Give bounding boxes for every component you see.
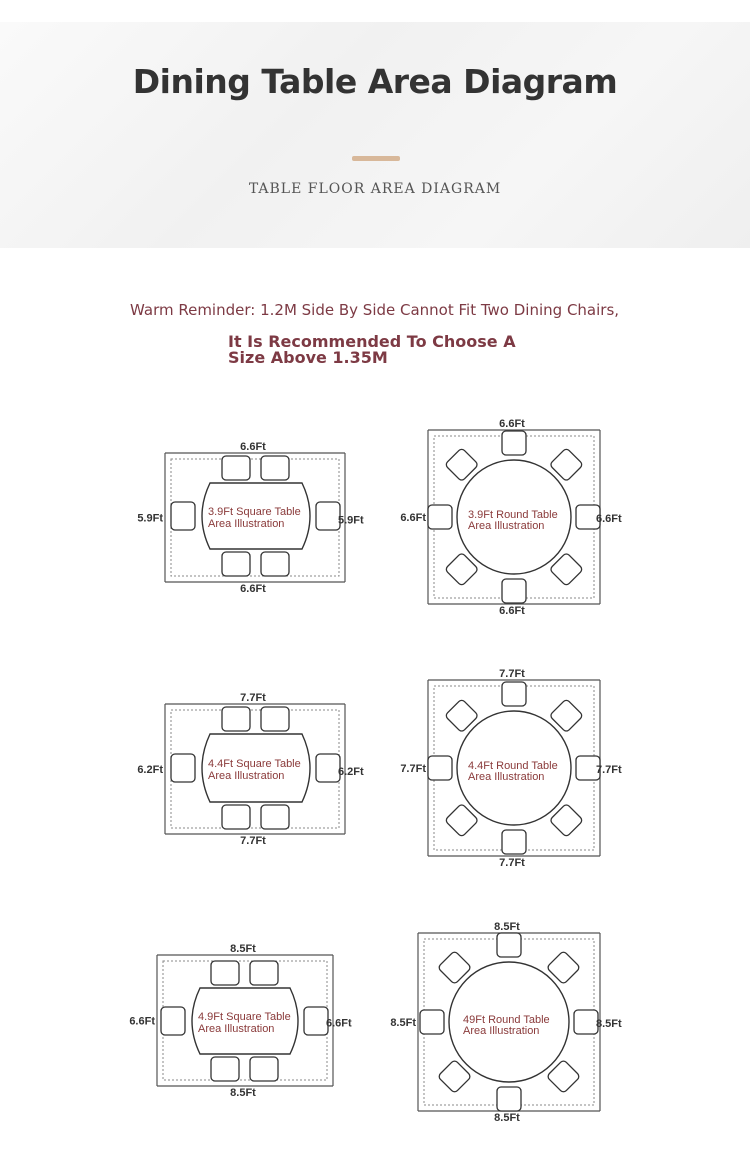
dimension-top: 8.5Ft <box>494 921 520 933</box>
table-label-caption: Area Illustration <box>463 1025 540 1037</box>
dimension-right: 6.2Ft <box>338 766 364 778</box>
chair <box>161 1007 185 1035</box>
dimension-right: 5.9Ft <box>338 514 364 527</box>
dimension-top: 6.6Ft <box>240 441 266 453</box>
dimension-top: 7.7Ft <box>240 692 266 704</box>
chair <box>428 756 452 780</box>
chair <box>502 682 526 706</box>
round-table-diagram-6 <box>390 921 622 1124</box>
chair <box>497 933 521 957</box>
chair <box>420 1010 444 1034</box>
square-table-diagram-1 <box>137 441 364 595</box>
round-table-diagram-2 <box>400 418 622 617</box>
chair <box>502 830 526 854</box>
dimension-top: 6.6Ft <box>499 418 525 430</box>
dimension-left: 8.5Ft <box>390 1017 416 1029</box>
chair <box>211 961 239 985</box>
table-label-title: 4.4Ft Round Table <box>468 760 558 772</box>
table-label-title: 3.9Ft Square Table <box>208 506 301 518</box>
dimension-bottom: 6.6Ft <box>240 583 266 595</box>
dimension-top: 8.5Ft <box>230 943 256 955</box>
round-table-diagram-4 <box>400 668 622 869</box>
chair <box>574 1010 598 1034</box>
reminder-line-3: Size Above 1.35M <box>228 348 388 367</box>
chair <box>171 754 195 782</box>
chair <box>316 502 340 530</box>
chair <box>261 456 289 480</box>
dimension-bottom: 8.5Ft <box>230 1087 256 1099</box>
reminder-line-2: It Is Recommended To Choose A <box>228 332 516 351</box>
page-title: Dining Table Area Diagram <box>132 62 618 101</box>
dimension-right: 6.6Ft <box>326 1017 352 1030</box>
dimension-bottom: 7.7Ft <box>240 835 266 847</box>
chair <box>502 431 526 455</box>
table-label-caption: Area Illustration <box>468 771 545 783</box>
table-label-caption: Area Illustration <box>208 770 285 782</box>
dimension-top: 7.7Ft <box>499 668 525 680</box>
chair <box>222 552 250 576</box>
dimension-bottom: 7.7Ft <box>499 857 525 869</box>
chair <box>171 502 195 530</box>
square-table-diagram-3 <box>137 692 364 847</box>
chair <box>261 552 289 576</box>
chair <box>222 456 250 480</box>
reminder-line-1: Warm Reminder: 1.2M Side By Side Cannot Fit Two Dining Chairs, <box>130 301 620 319</box>
chair <box>250 961 278 985</box>
dimension-left: 6.2Ft <box>137 764 163 776</box>
square-table-diagram-5 <box>129 943 352 1099</box>
dimension-left: 5.9Ft <box>137 512 163 525</box>
chair <box>261 707 289 731</box>
chair <box>211 1057 239 1081</box>
dimension-left: 6.6Ft <box>129 1015 155 1028</box>
dimension-left: 6.6Ft <box>400 512 426 524</box>
table-label-title: 4.9Ft Square Table <box>198 1011 291 1023</box>
table-label-caption: Area Illustration <box>468 520 545 532</box>
table-label-caption: Area Illustration <box>208 518 285 530</box>
chair <box>316 754 340 782</box>
dimension-right: 6.6Ft <box>596 513 622 525</box>
dimension-left: 7.7Ft <box>400 763 426 775</box>
page-subtitle: TABLE FLOOR AREA DIAGRAM <box>248 181 502 197</box>
chair <box>222 707 250 731</box>
table-label-title: 49Ft Round Table <box>463 1014 550 1026</box>
table-label-title: 4.4Ft Square Table <box>208 758 301 770</box>
table-label-caption: Area Illustration <box>198 1023 275 1035</box>
dimension-right: 7.7Ft <box>596 764 622 776</box>
chair <box>502 579 526 603</box>
chair <box>304 1007 328 1035</box>
chair <box>250 1057 278 1081</box>
dimension-bottom: 8.5Ft <box>494 1112 520 1124</box>
chair <box>261 805 289 829</box>
dimension-right: 8.5Ft <box>596 1018 622 1030</box>
table-label-title: 3.9Ft Round Table <box>468 509 558 521</box>
chair <box>497 1087 521 1111</box>
dimension-bottom: 6.6Ft <box>499 605 525 617</box>
chair <box>222 805 250 829</box>
chair <box>428 505 452 529</box>
